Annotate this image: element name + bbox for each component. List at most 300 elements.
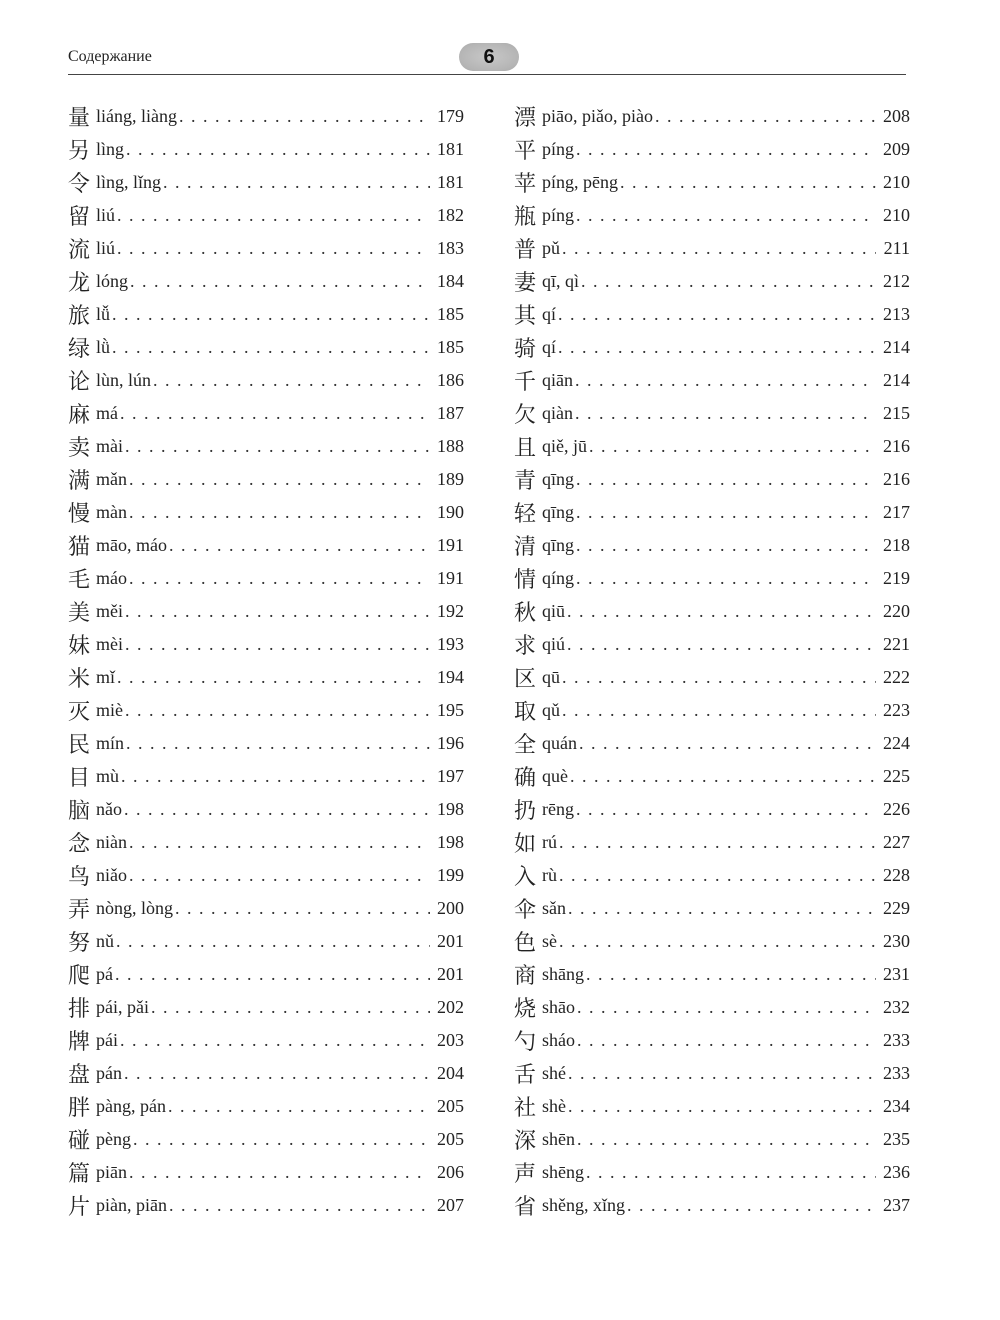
dot-leader (112, 304, 430, 325)
toc-entry[interactable] (68, 331, 464, 364)
dot-leader (576, 535, 876, 556)
toc-entry[interactable] (68, 1024, 464, 1057)
entry-page-number: 185 (437, 304, 464, 324)
entry-pinyin: nǎo (96, 799, 122, 819)
dot-leader (129, 568, 430, 589)
toc-entry[interactable] (68, 760, 464, 793)
entry-page-number: 189 (437, 469, 464, 489)
entry-character: 色 (514, 931, 537, 956)
entry-character: 求 (514, 634, 537, 659)
toc-entry[interactable] (68, 562, 464, 595)
entry-character: 弄 (68, 898, 91, 923)
dot-leader (576, 799, 876, 820)
dot-leader (568, 1063, 876, 1084)
entry-character: 平 (514, 139, 537, 164)
toc-entry[interactable] (514, 133, 910, 166)
toc-entry[interactable] (514, 925, 910, 958)
entry-page-number: 192 (437, 601, 464, 621)
dot-leader (576, 205, 876, 226)
entry-page-number: 202 (437, 997, 464, 1017)
entry-pinyin: rēng (542, 799, 574, 819)
entry-character: 满 (68, 469, 91, 494)
toc-entry[interactable] (68, 694, 464, 727)
entry-page-number: 196 (437, 733, 464, 753)
entry-page-number: 233 (883, 1030, 910, 1050)
dot-leader (589, 436, 876, 457)
entry-page-number: 184 (437, 271, 464, 291)
entry-pinyin: sǎn (542, 898, 566, 918)
dot-leader (126, 733, 430, 754)
entry-page-number: 205 (437, 1129, 464, 1149)
entry-pinyin: liáng, liàng (96, 106, 177, 126)
entry-pinyin: qū (542, 667, 560, 687)
entry-page-number: 210 (883, 205, 910, 225)
dot-leader (581, 271, 876, 292)
entry-pinyin: lóng (96, 271, 129, 291)
toc-entry[interactable] (68, 298, 464, 331)
entry-page-number: 215 (883, 403, 910, 423)
entry-pinyin: qǔ (542, 700, 560, 720)
entry-page-number: 234 (883, 1096, 910, 1116)
entry-page-number: 225 (883, 766, 910, 786)
entry-character: 妹 (68, 634, 91, 659)
dot-leader (562, 667, 876, 688)
entry-character: 区 (514, 667, 537, 692)
entry-character: 麻 (68, 403, 91, 428)
toc-entry[interactable] (68, 892, 464, 925)
entry-pinyin: lǜ (96, 337, 111, 357)
entry-pinyin: nòng, lòng (96, 898, 174, 918)
entry-character: 流 (68, 238, 91, 263)
entry-page-number: 209 (883, 139, 910, 159)
dot-leader (163, 172, 430, 193)
entry-pinyin: pǔ (542, 238, 560, 258)
dot-leader (126, 139, 430, 160)
dot-leader (169, 535, 430, 556)
toc-entry[interactable] (68, 859, 464, 892)
dot-leader (579, 733, 876, 754)
entry-character: 民 (68, 733, 91, 758)
toc-entry[interactable] (68, 1156, 464, 1189)
dot-leader (120, 1030, 430, 1051)
entry-page-number: 205 (437, 1096, 464, 1116)
toc-entry[interactable] (514, 496, 910, 529)
entry-pinyin: pàng, pán (96, 1096, 166, 1116)
dot-leader (169, 1195, 430, 1216)
entry-pinyin: què (542, 766, 568, 786)
entry-pinyin: mài (96, 436, 123, 456)
entry-page-number: 216 (883, 469, 910, 489)
entry-character: 秋 (514, 601, 537, 626)
entry-character: 龙 (68, 271, 91, 296)
toc-entry[interactable] (68, 100, 464, 133)
entry-pinyin: lìng (96, 139, 125, 159)
entry-character: 青 (514, 469, 537, 494)
entry-character: 米 (68, 667, 91, 692)
entry-pinyin: qíng (542, 568, 575, 588)
entry-character: 慢 (68, 502, 91, 527)
entry-page-number: 186 (437, 370, 464, 390)
entry-character: 毛 (68, 568, 91, 593)
toc-column-right (514, 100, 910, 1222)
entry-page-number: 230 (883, 931, 910, 951)
toc-entry[interactable] (68, 397, 464, 430)
entry-page-number: 210 (883, 172, 910, 192)
entry-character: 清 (514, 535, 537, 560)
entry-page-number: 179 (437, 106, 464, 126)
entry-pinyin: nǔ (96, 931, 114, 951)
toc-entry[interactable] (68, 265, 464, 298)
dot-leader (125, 436, 430, 457)
toc-entry[interactable] (68, 727, 464, 760)
entry-pinyin: liú (96, 238, 116, 258)
entry-pinyin: rú (542, 832, 557, 852)
entry-pinyin: qiū (542, 601, 566, 621)
entry-pinyin: qiān (542, 370, 573, 390)
dot-leader (129, 832, 430, 853)
toc-entry[interactable] (68, 991, 464, 1024)
entry-character: 篇 (68, 1162, 91, 1187)
entry-page-number: 221 (883, 634, 910, 654)
dot-leader (175, 898, 430, 919)
entry-pinyin: lǚ (96, 304, 111, 324)
dot-leader (125, 601, 430, 622)
entry-page-number: 199 (437, 865, 464, 885)
entry-pinyin: niàn (96, 832, 127, 852)
entry-page-number: 220 (883, 601, 910, 621)
dot-leader (129, 1162, 430, 1183)
entry-character: 绿 (68, 337, 91, 362)
toc-entry[interactable] (68, 529, 464, 562)
entry-character: 千 (514, 370, 537, 395)
dot-leader (133, 1129, 430, 1150)
entry-page-number: 214 (883, 370, 910, 390)
entry-pinyin: rù (542, 865, 557, 885)
toc-entry[interactable] (514, 430, 910, 463)
dot-leader (117, 205, 430, 226)
entry-character: 美 (68, 601, 91, 626)
entry-page-number: 216 (883, 436, 910, 456)
toc-entry[interactable] (514, 529, 910, 562)
entry-character: 苹 (514, 172, 537, 197)
toc-entry[interactable] (68, 1090, 464, 1123)
entry-page-number: 201 (437, 931, 464, 951)
dot-leader (620, 172, 876, 193)
entry-pinyin: pái (96, 1030, 118, 1050)
toc-entry[interactable] (68, 595, 464, 628)
toc-entry[interactable] (68, 166, 464, 199)
entry-character: 社 (514, 1096, 537, 1121)
header-divider (68, 74, 906, 75)
entry-page-number: 213 (883, 304, 910, 324)
toc-entry[interactable] (514, 1057, 910, 1090)
entry-pinyin: liú (96, 205, 116, 225)
entry-page-number: 232 (883, 997, 910, 1017)
entry-character: 念 (68, 832, 91, 857)
toc-entry[interactable] (68, 1189, 464, 1222)
entry-character: 入 (514, 865, 537, 890)
entry-character: 全 (514, 733, 537, 758)
toc-entry[interactable] (514, 694, 910, 727)
dot-leader (655, 106, 876, 127)
entry-character: 牌 (68, 1030, 91, 1055)
entry-page-number: 224 (883, 733, 910, 753)
entry-page-number: 204 (437, 1063, 464, 1083)
dot-leader (576, 502, 876, 523)
toc-entry[interactable] (514, 265, 910, 298)
entry-pinyin: piāo, piǎo, piào (542, 106, 653, 126)
entry-page-number: 188 (437, 436, 464, 456)
entry-page-number: 217 (883, 502, 910, 522)
entry-character: 猫 (68, 535, 91, 560)
toc-entry[interactable] (514, 331, 910, 364)
entry-pinyin: shēng (542, 1162, 584, 1182)
dot-leader (567, 601, 876, 622)
dot-leader (124, 1063, 430, 1084)
entry-character: 漂 (514, 106, 537, 131)
toc-entry[interactable] (514, 727, 910, 760)
entry-pinyin: mǐ (96, 667, 116, 687)
toc-entry[interactable] (68, 496, 464, 529)
entry-page-number: 198 (437, 799, 464, 819)
dot-leader (125, 634, 430, 655)
toc-entry[interactable] (514, 463, 910, 496)
toc-entry[interactable] (514, 1189, 910, 1222)
entry-character: 瓶 (514, 205, 537, 230)
entry-character: 碰 (68, 1129, 91, 1154)
entry-page-number: 191 (437, 568, 464, 588)
entry-pinyin: shěng, xǐng (542, 1195, 625, 1215)
entry-character: 且 (514, 436, 537, 461)
dot-leader (627, 1195, 876, 1216)
entry-page-number: 207 (437, 1195, 464, 1215)
entry-pinyin: pèng (96, 1129, 131, 1149)
entry-page-number: 200 (437, 898, 464, 918)
dot-leader (575, 370, 876, 391)
dot-leader (577, 1129, 876, 1150)
toc-entry[interactable] (514, 397, 910, 430)
dot-leader (120, 403, 430, 424)
entry-pinyin: quán (542, 733, 577, 753)
entry-character: 努 (68, 931, 91, 956)
entry-pinyin: shè (542, 1096, 566, 1116)
entry-character: 胖 (68, 1096, 91, 1121)
entry-character: 片 (68, 1195, 91, 1220)
entry-pinyin: shāng (542, 964, 584, 984)
entry-page-number: 195 (437, 700, 464, 720)
entry-pinyin: qí (542, 337, 557, 357)
entry-page-number: 227 (883, 832, 910, 852)
section-title: Содержание (68, 48, 152, 65)
entry-character: 烧 (514, 997, 537, 1022)
toc-entry[interactable] (514, 1024, 910, 1057)
dot-leader (117, 238, 430, 259)
toc-entry[interactable] (68, 826, 464, 859)
toc-entry[interactable] (68, 463, 464, 496)
page-header (68, 40, 906, 76)
dot-leader (125, 700, 430, 721)
toc-entry[interactable] (514, 298, 910, 331)
toc-entry[interactable] (68, 1123, 464, 1156)
toc-entry[interactable] (514, 232, 910, 265)
toc-entry[interactable] (514, 199, 910, 232)
entry-page-number: 190 (437, 502, 464, 522)
entry-character: 骑 (514, 337, 537, 362)
entry-character: 扔 (514, 799, 537, 824)
entry-pinyin: shāo (542, 997, 575, 1017)
toc-entry[interactable] (514, 958, 910, 991)
entry-pinyin: māo, máo (96, 535, 167, 555)
entry-page-number: 182 (437, 205, 464, 225)
dot-leader (568, 898, 876, 919)
dot-leader (577, 1030, 876, 1051)
dot-leader (558, 304, 876, 325)
dot-leader (559, 931, 876, 952)
entry-pinyin: qīng (542, 502, 575, 522)
dot-leader (562, 700, 876, 721)
entry-page-number: 229 (883, 898, 910, 918)
toc-entry[interactable] (514, 166, 910, 199)
toc-entry[interactable] (514, 1090, 910, 1123)
entry-page-number: 181 (437, 172, 464, 192)
dot-leader (586, 964, 876, 985)
entry-pinyin: píng (542, 205, 575, 225)
entry-page-number: 193 (437, 634, 464, 654)
toc-entry[interactable] (68, 1057, 464, 1090)
entry-pinyin: mín (96, 733, 125, 753)
dot-leader (115, 964, 430, 985)
entry-page-number: 233 (883, 1063, 910, 1083)
entry-page-number: 181 (437, 139, 464, 159)
toc-entry[interactable] (68, 133, 464, 166)
toc-entry[interactable] (68, 364, 464, 397)
entry-pinyin: piān (96, 1162, 127, 1182)
entry-character: 卖 (68, 436, 91, 461)
entry-page-number: 236 (883, 1162, 910, 1182)
entry-character: 舌 (514, 1063, 537, 1088)
toc-entry[interactable] (514, 595, 910, 628)
toc-entry[interactable] (514, 760, 910, 793)
entry-pinyin: mèi (96, 634, 123, 654)
toc-entry[interactable] (514, 661, 910, 694)
entry-character: 轻 (514, 502, 537, 527)
toc-entry[interactable] (514, 364, 910, 397)
entry-page-number: 198 (437, 832, 464, 852)
entry-pinyin: qī, qì (542, 271, 580, 291)
entry-pinyin: qiě, jū (542, 436, 587, 456)
entry-page-number: 208 (883, 106, 910, 126)
toc-entry[interactable] (68, 199, 464, 232)
entry-character: 论 (68, 370, 91, 395)
dot-leader (129, 469, 430, 490)
entry-pinyin: qí (542, 304, 557, 324)
entry-pinyin: piàn, piān (96, 1195, 167, 1215)
dot-leader (112, 337, 430, 358)
toc-entry[interactable] (68, 958, 464, 991)
toc-entry[interactable] (68, 661, 464, 694)
dot-leader (577, 997, 876, 1018)
entry-page-number: 231 (883, 964, 910, 984)
toc-entry[interactable] (68, 232, 464, 265)
entry-page-number: 222 (883, 667, 910, 687)
entry-page-number: 187 (437, 403, 464, 423)
toc-entry[interactable] (514, 892, 910, 925)
toc-entry[interactable] (514, 826, 910, 859)
entry-character: 如 (514, 832, 537, 857)
entry-pinyin: niǎo (96, 865, 127, 885)
entry-page-number: 211 (883, 238, 910, 258)
entry-pinyin: mù (96, 766, 120, 786)
entry-pinyin: lìng, lǐng (96, 172, 162, 192)
entry-pinyin: pái, pǎi (96, 997, 149, 1017)
entry-pinyin: miè (96, 700, 123, 720)
entry-pinyin: pán (96, 1063, 122, 1083)
entry-pinyin: qiàn (542, 403, 573, 423)
entry-pinyin: sè (542, 931, 557, 951)
entry-character: 盘 (68, 1063, 91, 1088)
toc-entry[interactable] (514, 100, 910, 133)
dot-leader (117, 667, 430, 688)
entry-character: 另 (68, 139, 91, 164)
dot-leader (121, 766, 430, 787)
entry-character: 取 (514, 700, 537, 725)
dot-leader (116, 931, 430, 952)
toc-entry[interactable] (514, 1123, 910, 1156)
entry-character: 爬 (68, 964, 91, 989)
entry-page-number: 237 (883, 1195, 910, 1215)
dot-leader (559, 832, 876, 853)
dot-leader (576, 568, 876, 589)
dot-leader (559, 865, 876, 886)
dot-leader (153, 370, 430, 391)
entry-character: 令 (68, 172, 91, 197)
entry-character: 勺 (514, 1030, 537, 1055)
dot-leader (576, 469, 876, 490)
toc-entry[interactable] (514, 991, 910, 1024)
entry-page-number: 197 (437, 766, 464, 786)
dot-leader (129, 865, 430, 886)
entry-pinyin: sháo (542, 1030, 575, 1050)
entry-page-number: 235 (883, 1129, 910, 1149)
toc-entry[interactable] (514, 562, 910, 595)
entry-character: 妻 (514, 271, 537, 296)
toc-entry[interactable] (68, 430, 464, 463)
toc-entry[interactable] (514, 1156, 910, 1189)
toc-entry[interactable] (68, 793, 464, 826)
entry-pinyin: píng, pēng (542, 172, 618, 192)
toc-entry[interactable] (514, 628, 910, 661)
entry-character: 旅 (68, 304, 91, 329)
entry-pinyin: mǎn (96, 469, 127, 489)
toc-column-left (68, 100, 464, 1222)
toc-entry[interactable] (514, 859, 910, 892)
dot-leader (129, 502, 430, 523)
dot-leader (562, 238, 876, 259)
dot-leader (568, 1096, 876, 1117)
toc-entry[interactable] (514, 793, 910, 826)
entry-character: 情 (514, 568, 537, 593)
entry-page-number: 191 (437, 535, 464, 555)
entry-page-number: 185 (437, 337, 464, 357)
toc-entry[interactable] (68, 628, 464, 661)
entry-pinyin: má (96, 403, 118, 423)
entry-pinyin: píng (542, 139, 575, 159)
toc-entry[interactable] (68, 925, 464, 958)
entry-character: 鸟 (68, 865, 91, 890)
entry-pinyin: qīng (542, 469, 575, 489)
entry-character: 灭 (68, 700, 91, 725)
entry-page-number: 228 (883, 865, 910, 885)
